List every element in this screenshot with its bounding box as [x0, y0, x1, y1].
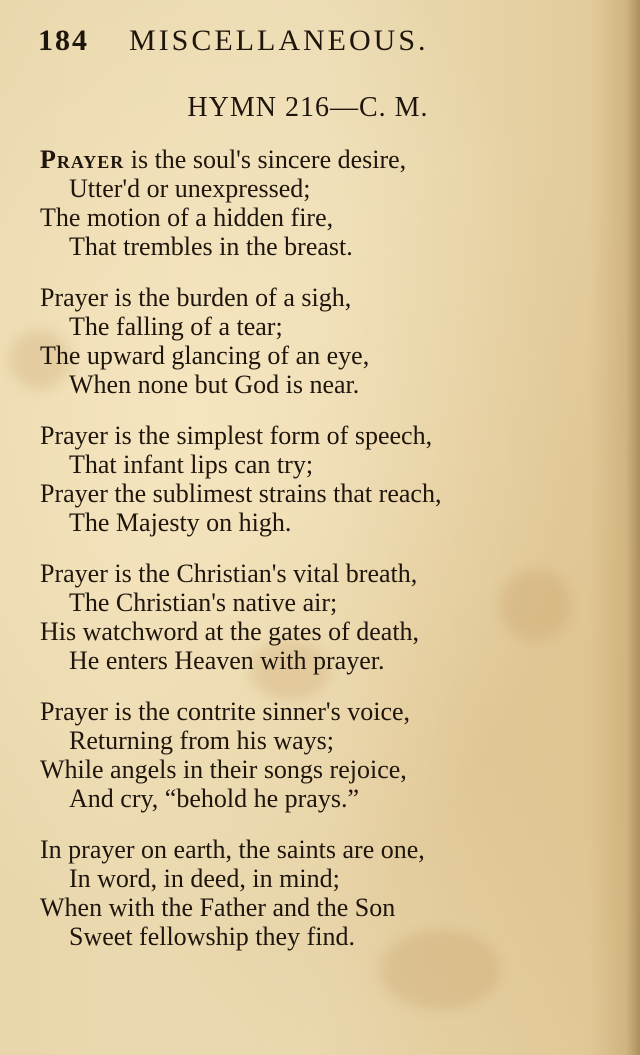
stanza [40, 559, 620, 675]
verse-line: Utter'd or unexpressed; [69, 174, 311, 203]
verse-line [40, 145, 620, 174]
verse-line: Returning from his ways; [69, 726, 335, 755]
verse-line: Prayer the sublimest strains that reach, [40, 479, 442, 508]
verse-line: That trembles in the breast. [69, 232, 353, 261]
page-edge-shadow [626, 0, 640, 1055]
stanza [40, 835, 620, 951]
stanza [40, 697, 620, 813]
verse-line: The Majesty on high. [69, 508, 292, 537]
verse-line: That infant lips can try; [69, 450, 314, 479]
verse-line: When none but God is near. [69, 370, 360, 399]
hymn-text [40, 145, 620, 973]
verse-line: In word, in deed, in mind; [69, 864, 340, 893]
verse-line: When with the Father and the Son [40, 893, 396, 922]
running-header [38, 24, 458, 64]
running-title: MISCELLANEOUS. [129, 24, 429, 57]
verse-line: And cry, “behold he prays.” [69, 784, 359, 813]
verse-line: While angels in their songs rejoice, [40, 755, 407, 784]
verse-line: Prayer is the contrite sinner's voice, [40, 697, 411, 726]
verse-line: In prayer on earth, the saints are one, [40, 835, 425, 864]
verse-line: The falling of a tear; [69, 312, 283, 341]
hymn-title-text: HYMN 216—C. M. [187, 92, 429, 123]
stanza [40, 283, 620, 399]
hymn-title [0, 92, 640, 124]
page-number: 184 [38, 24, 89, 57]
verse-line: The Christian's native air; [69, 588, 338, 617]
verse-line: Prayer is the Christian's vital breath, [40, 559, 418, 588]
opening-word: Prayer [40, 145, 125, 174]
verse-line: The motion of a hidden fire, [40, 203, 334, 232]
verse-line: He enters Heaven with prayer. [69, 646, 385, 675]
stanza [40, 145, 620, 261]
verse-line: Prayer is the burden of a sigh, [40, 283, 352, 312]
verse-line: Sweet fellowship they find. [69, 922, 355, 951]
stanza [40, 421, 620, 537]
first-line-rest: is the soul's sincere desire, [124, 145, 407, 174]
verse-line: Prayer is the simplest form of speech, [40, 421, 433, 450]
verse-line: The upward glancing of an eye, [40, 341, 370, 370]
verse-line: His watchword at the gates of death, [40, 617, 420, 646]
